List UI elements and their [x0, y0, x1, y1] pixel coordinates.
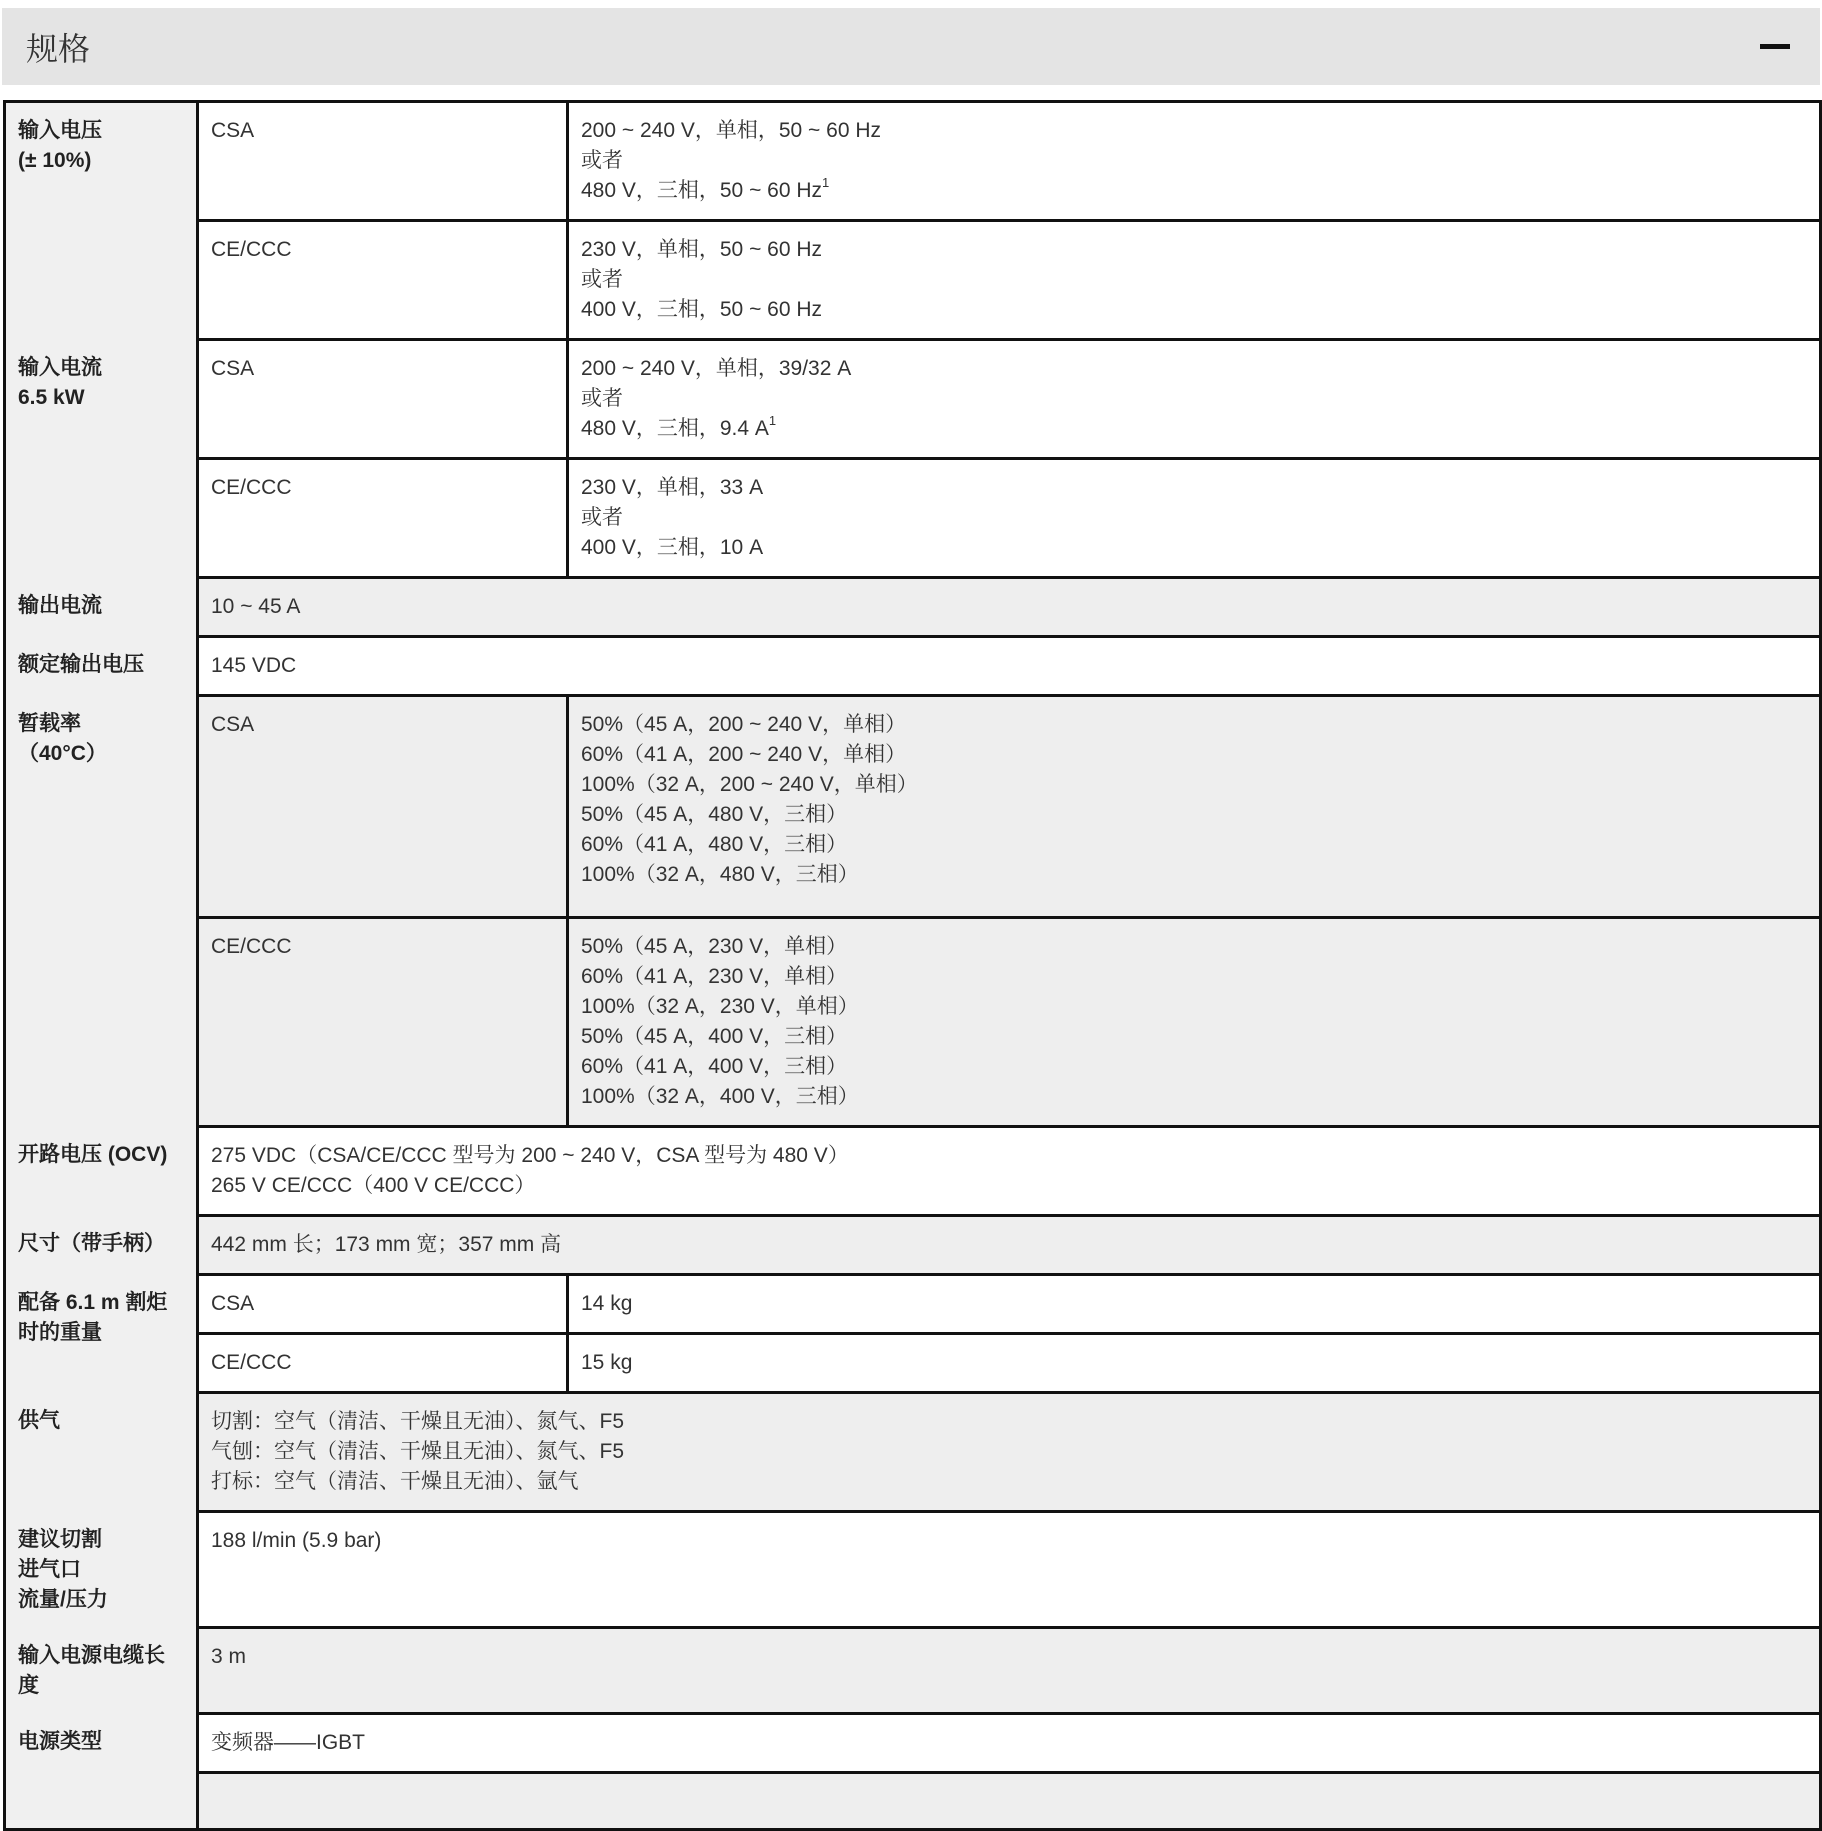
row-label-ocv: 开路电压 (OCV)	[5, 1127, 198, 1216]
sub-label-csa: CSA	[198, 1275, 568, 1334]
table-row	[5, 918, 1821, 1127]
value-cell: 188 l/min (5.9 bar)	[198, 1512, 1821, 1628]
collapse-minus-icon[interactable]	[1760, 44, 1790, 49]
value-cell	[198, 1773, 1821, 1830]
table-row	[5, 1393, 1821, 1512]
value-cell: 14 kg	[568, 1275, 1821, 1334]
row-label-output-current: 输出电流	[5, 578, 198, 637]
section-header[interactable]	[2, 8, 1820, 85]
row-label-input-voltage: 输入电压 (± 10%)	[5, 102, 198, 340]
value-cell: 230 V，单相，50 ~ 60 Hz 或者 400 V，三相，50 ~ 60 Hz	[568, 221, 1821, 340]
row-label-duty-cycle: 暂载率 （40°C）	[5, 696, 198, 1127]
sub-label-csa: CSA	[198, 102, 568, 221]
specs-table	[3, 100, 1822, 1831]
sub-label-ce-ccc: CE/CCC	[198, 459, 568, 578]
table-row	[5, 696, 1821, 918]
row-label-dimensions: 尺寸（带手柄）	[5, 1216, 198, 1275]
sub-label-ce-ccc: CE/CCC	[198, 918, 568, 1127]
row-label-input-current: 输入电流 6.5 kW	[5, 340, 198, 578]
row-label-cable-length: 输入电源电缆长 度	[5, 1628, 198, 1714]
footnote-marker: 1	[822, 175, 830, 190]
row-label-rated-output-voltage: 额定输出电压	[5, 637, 198, 696]
row-label-partial	[5, 1773, 198, 1830]
table-row	[5, 1275, 1821, 1334]
row-label-power-type: 电源类型	[5, 1714, 198, 1773]
section-title: 规格	[26, 30, 91, 67]
row-label-recommended-flow: 建议切割 进气口 流量/压力	[5, 1512, 198, 1628]
table-row	[5, 102, 1821, 221]
value-cell: 15 kg	[568, 1334, 1821, 1393]
value-cell: 10 ~ 45 A	[198, 578, 1821, 637]
table-row	[5, 1127, 1821, 1216]
table-row	[5, 1714, 1821, 1773]
sub-label-ce-ccc: CE/CCC	[198, 221, 568, 340]
row-label-weight: 配备 6.1 m 割炬 时的重量	[5, 1275, 198, 1393]
table-row	[5, 637, 1821, 696]
value-cell: 200 ~ 240 V，单相，50 ~ 60 Hz 或者 480 V，三相，50 ~ 60 Hz$^1$	[568, 102, 1821, 221]
sub-label-ce-ccc: CE/CCC	[198, 1334, 568, 1393]
table-row	[5, 459, 1821, 578]
value-cell: 切割：空气（清洁、干燥且无油）、氮气、F5 气刨：空气（清洁、干燥且无油）、氮气、F5 打标：空气（清洁、干燥且无油）、氩气	[198, 1393, 1821, 1512]
value-cell: 3 m	[198, 1628, 1821, 1714]
table-row	[5, 1216, 1821, 1275]
table-row	[5, 1628, 1821, 1714]
table-row	[5, 1773, 1821, 1830]
sub-label-csa: CSA	[198, 696, 568, 918]
value-cell: 230 V，单相，33 A 或者 400 V，三相，10 A	[568, 459, 1821, 578]
footnote-marker: 1	[768, 413, 777, 428]
sub-label-csa: CSA	[198, 340, 568, 459]
value-cell: 275 VDC（CSA/CE/CCC 型号为 200 ~ 240 V，CSA 型号为 480 V） 265 V CE/CCC（400 V CE/CCC）	[198, 1127, 1821, 1216]
table-row	[5, 578, 1821, 637]
value-cell: 200 ~ 240 V，单相，39/32 A 或者 480 V，三相，9.4 $A^1$	[568, 340, 1821, 459]
value-cell: 145 VDC	[198, 637, 1821, 696]
row-label-gas-supply: 供气	[5, 1393, 198, 1512]
table-row	[5, 221, 1821, 340]
table-row	[5, 1334, 1821, 1393]
table-row	[5, 1512, 1821, 1628]
value-cell: 442 mm 长；173 mm 宽；357 mm 高	[198, 1216, 1821, 1275]
value-cell: 50%（45 A，200 ~ 240 V，单相） 60%（41 A，200 ~ 240 V，单相） 100%（32 A，200 ~ 240 V，单相） 50%（45 A，480 V，三相） 60%（41 A，480 V，三相） 100%（32 A，480 V，三相）	[568, 696, 1821, 918]
value-cell: 50%（45 A，230 V，单相） 60%（41 A，230 V，单相） 100%（32 A，230 V，单相） 50%（45 A，400 V，三相） 60%（41 A，400 V，三相） 100%（32 A，400 V，三相）	[568, 918, 1821, 1127]
table-row	[5, 340, 1821, 459]
value-cell: 变频器——IGBT	[198, 1714, 1821, 1773]
